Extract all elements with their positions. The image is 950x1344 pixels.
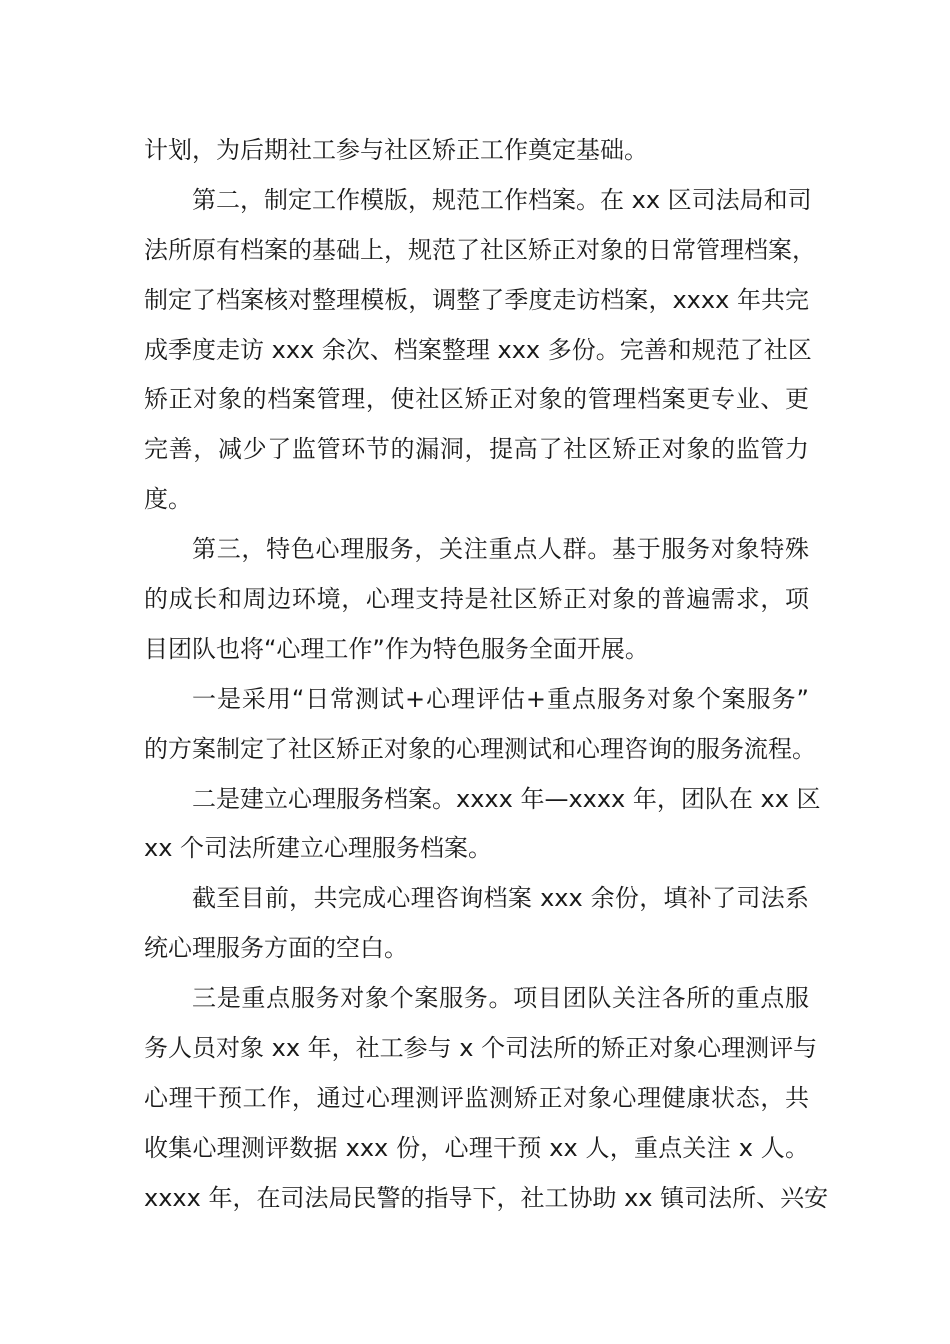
text-line: 制定了档案核对整理模板，调整了季度走访档案，xxxx 年共完	[144, 286, 809, 314]
text-line: 法所原有档案的基础上，规范了社区矫正对象的日常管理档案，	[144, 236, 816, 264]
paragraph-first-line: 一是采用“日常测试+心理评估+重点服务对象个案服务”	[192, 685, 809, 713]
text-line: 矫正对象的档案管理，使社区矫正对象的管理档案更专业、更	[144, 385, 809, 413]
text-line: 完善，减少了监管环节的漏洞，提高了社区矫正对象的监管力	[144, 435, 809, 463]
text-line: 心理干预工作，通过心理测评监测矫正对象心理健康状态，共	[144, 1084, 809, 1112]
text-line: 务人员对象 xx 年，社工参与 x 个司法所的矫正对象心理测评与	[144, 1034, 818, 1062]
text-line: 统心理服务方面的空白。	[144, 934, 408, 962]
text-line: xxxx 年，在司法局民警的指导下，社工协助 xx 镇司法所、兴安	[144, 1184, 829, 1212]
text-line: 收集心理测评数据 xxx 份，心理干预 xx 人，重点关注 x 人。	[144, 1134, 809, 1162]
text-line: xx 个司法所建立心理服务档案。	[144, 834, 493, 862]
text-line: 目团队也将“心理工作”作为特色服务全面开展。	[144, 635, 649, 663]
text-line: 的方案制定了社区矫正对象的心理测试和心理咨询的服务流程。	[144, 735, 816, 763]
paragraph-first-line: 二是建立心理服务档案。xxxx 年—xxxx 年，团队在 xx 区	[192, 785, 821, 813]
paragraph-first-line: 三是重点服务对象个案服务。项目团队关注各所的重点服	[192, 984, 809, 1012]
paragraph-first-line: 第二，制定工作模版，规范工作档案。在 xx 区司法局和司	[192, 186, 812, 214]
text-line: 的成长和周边环境，心理支持是社区矫正对象的普遍需求，项	[144, 585, 809, 613]
text-line: 计划，为后期社工参与社区矫正工作奠定基础。	[144, 136, 648, 164]
text-line: 成季度走访 xxx 余次、档案整理 xxx 多份。完善和规范了社区	[144, 336, 812, 364]
paragraph-first-line: 第三，特色心理服务，关注重点人群。基于服务对象特殊	[192, 535, 809, 563]
text-line: 度。	[144, 485, 192, 513]
paragraph-first-line: 截至目前，共完成心理咨询档案 xxx 余份，填补了司法系	[192, 884, 809, 912]
